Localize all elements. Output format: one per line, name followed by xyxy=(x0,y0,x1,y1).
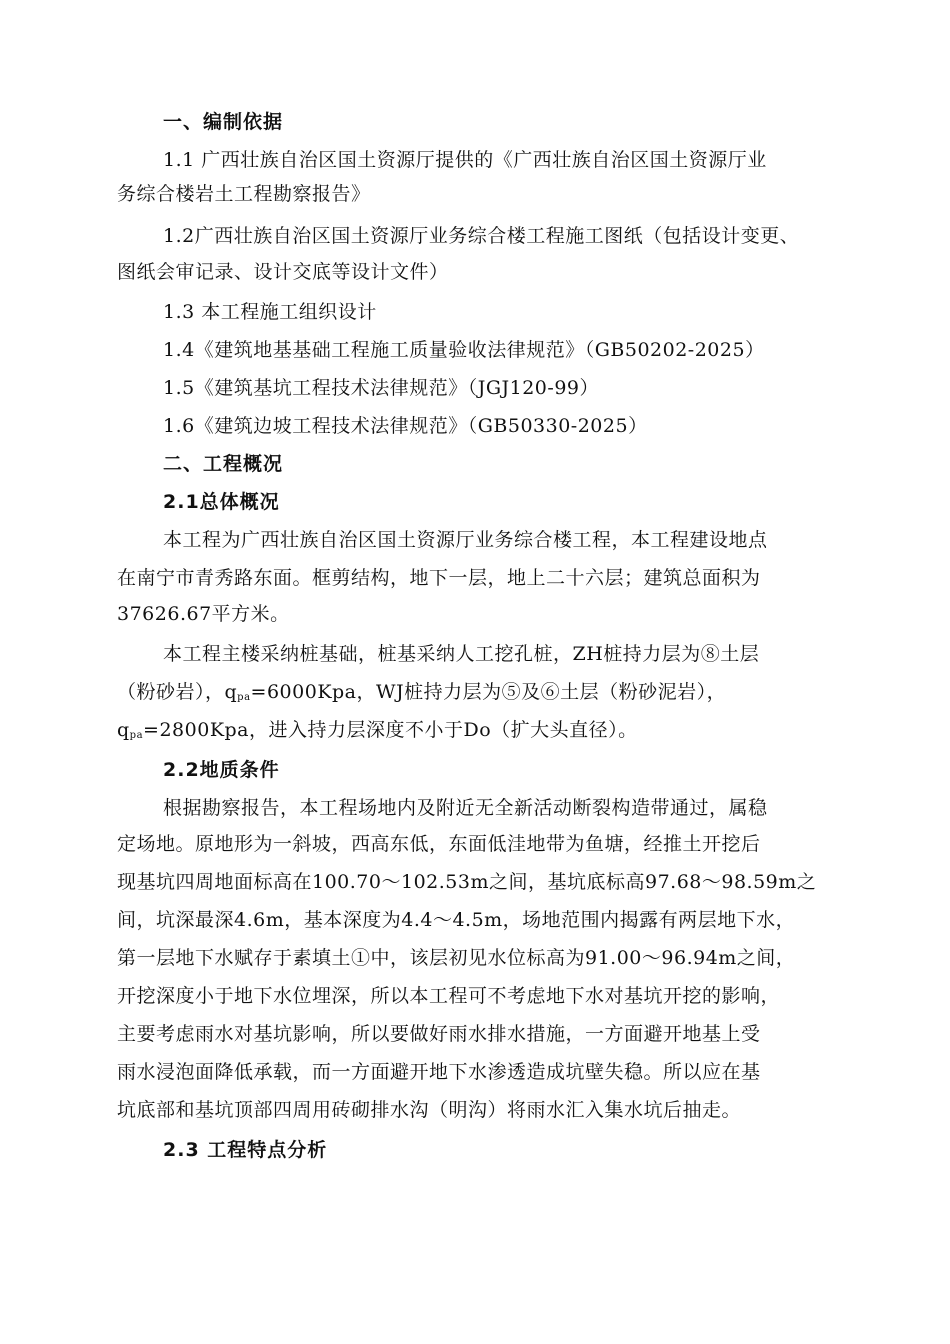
text-fragment: q xyxy=(117,719,130,741)
paragraph-line: 本工程为广西壮族自治区国土资源厅业务综合楼工程，本工程建设地点 xyxy=(163,529,768,551)
paragraph-line: 1.5《建筑基坑工程技术法律规范》（JGJ120-99） xyxy=(163,377,599,399)
text-fragment: （粉砂岩），q xyxy=(117,681,238,703)
paragraph-line: 坑底部和基坑顶部四周用砖砌排水沟（明沟）将雨水汇入集水坑后抽走。 xyxy=(117,1099,742,1121)
text-fragment: =2800Kpa，进入持力层深度不小于Do（扩大头直径）。 xyxy=(143,719,638,741)
paragraph-line: 雨水浸泡面降低承载，而一方面避开地下水渗透造成坑壁失稳。所以应在基 xyxy=(117,1061,761,1083)
paragraph-line: 第一层地下水赋存于素填土①中，该层初见水位标高为91.00～96.94m之间， xyxy=(117,947,796,969)
subsection-heading-general: 2.1总体概况 xyxy=(163,491,280,513)
paragraph-line: 1.3 本工程施工组织设计 xyxy=(163,301,377,323)
paragraph-line: 开挖深度小于地下水位埋深，所以本工程可不考虑地下水对基坑开挖的影响， xyxy=(117,985,781,1007)
paragraph-line: 主要考虑雨水对基坑影响，所以要做好雨水排水措施，一方面避开地基上受 xyxy=(117,1023,761,1045)
paragraph-line: 1.6《建筑边坡工程技术法律规范》（GB50330-2025） xyxy=(163,415,648,437)
subscript: pa xyxy=(129,730,144,741)
paragraph-line: 本工程主楼采纳桩基础，桩基采纳人工挖孔桩，ZH桩持力层为⑧土层 xyxy=(163,643,760,665)
section-heading-basis: 一、编制依据 xyxy=(163,111,284,133)
paragraph-line xyxy=(117,678,726,712)
paragraph-line: 1.2广西壮族自治区国土资源厅业务综合楼工程施工图纸（包括设计变更、 xyxy=(163,225,800,247)
paragraph-line: 图纸会审记录、设计交底等设计文件） xyxy=(117,261,449,283)
paragraph-line xyxy=(117,716,638,750)
text-fragment: =6000Kpa，WJ桩持力层为⑤及⑥土层（粉砂泥岩）， xyxy=(250,681,727,703)
subsection-heading-features: 2.3 工程特点分析 xyxy=(163,1139,328,1161)
paragraph-line: 根据勘察报告，本工程场地内及附近无全新活动断裂构造带通过，属稳 xyxy=(163,797,768,819)
paragraph-line: 务综合楼岩土工程勘察报告》 xyxy=(117,183,371,205)
paragraph-line: 间，坑深最深4.6m，基本深度为4.4～4.5m，场地范围内揭露有两层地下水， xyxy=(117,909,796,931)
paragraph-line: 在南宁市青秀路东面。框剪结构，地下一层，地上二十六层；建筑总面积为 xyxy=(117,567,761,589)
paragraph-line: 1.1 广西壮族自治区国土资源厅提供的《广西壮族自治区国土资源厅业 xyxy=(163,149,767,171)
paragraph-line: 定场地。原地形为一斜坡，西高东低，东面低洼地带为鱼塘，经推土开挖后 xyxy=(117,833,761,855)
paragraph-line: 1.4《建筑地基基础工程施工质量验收法律规范》（GB50202-2025） xyxy=(163,339,765,361)
paragraph-line: 37626.67平方米。 xyxy=(117,603,290,625)
section-heading-overview: 二、工程概况 xyxy=(163,453,284,475)
subsection-heading-geology: 2.2地质条件 xyxy=(163,759,280,781)
paragraph-line: 现基坑四周地面标高在100.70～102.53m之间，基坑底标高97.68～98.59m之 xyxy=(117,871,817,893)
subscript: pa xyxy=(237,692,251,703)
